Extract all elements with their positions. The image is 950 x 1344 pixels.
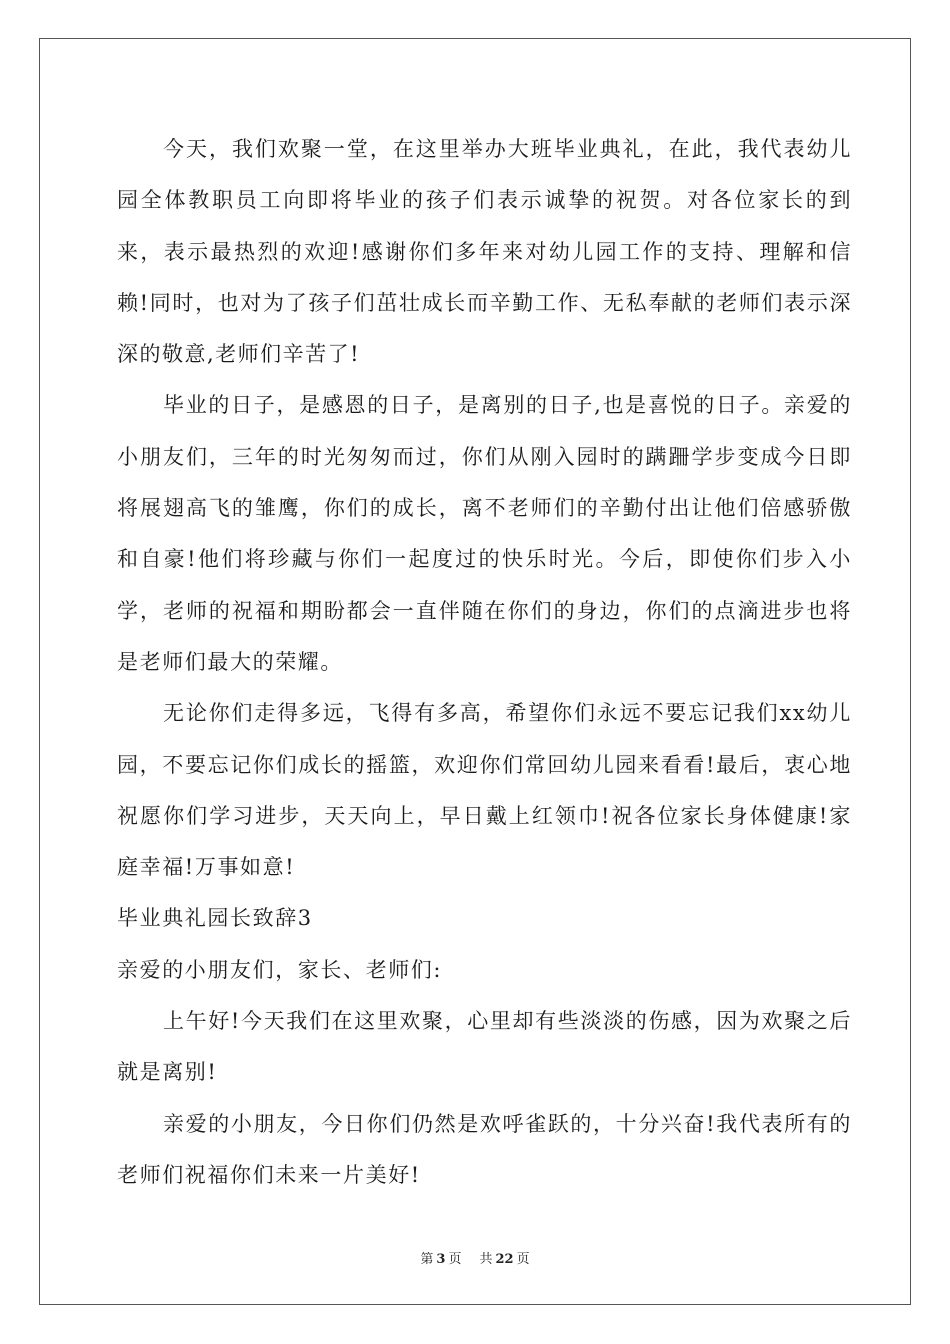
total-suffix: 页 — [516, 1252, 530, 1267]
paragraph-blessing: 亲爱的小朋友，今日你们仍然是欢呼雀跃的，十分兴奋!我代表所有的老师们祝福你们未来一片美好! — [117, 1111, 852, 1187]
paragraph-greeting: 上午好!今天我们在这里欢聚，心里却有些淡淡的伤感，因为欢聚之后就是离别! — [117, 1009, 852, 1085]
paragraph-farewell-wishes: 无论你们走得多远，飞得有多高，希望你们永远不要忘记我们xx幼儿园，不要忘记你们成长的摇篮，欢迎你们常回幼儿园来看看!最后，衷心地祝愿你们学习进步，天天向上，早日戴上红领巾!祝各位家长身体健康!家庭幸福!万事如意! — [117, 701, 852, 880]
page-suffix: 页 — [448, 1252, 462, 1267]
page-footer — [0, 1248, 950, 1267]
section-heading: 毕业典礼园长致辞3 — [117, 906, 313, 931]
page-number: 3 — [436, 1252, 446, 1267]
paragraph-graduation-day: 毕业的日子，是感恩的日子，是离别的日子,也是喜悦的日子。亲爱的小朋友们，三年的时光匆匆而过，你们从刚入园时的蹒跚学步变成今日即将展翅高飞的雏鹰，你们的成长，离不老师们的辛勤付出让他们倍感骄傲和自豪!他们将珍藏与你们一起度过的快乐时光。今后，即使你们步入小学，老师的祝福和期盼都会一直伴随在你们的身边，你们的点滴进步也将是老师们最大的荣耀。 — [117, 393, 852, 674]
salutation: 亲爱的小朋友们，家长、老师们: — [117, 957, 443, 982]
total-pages: 22 — [495, 1252, 514, 1267]
page-prefix: 第 — [420, 1252, 434, 1267]
paragraph-welcome: 今天，我们欢聚一堂，在这里举办大班毕业典礼，在此，我代表幼儿园全体教职员工向即将毕业的孩子们表示诚挚的祝贺。对各位家长的到来，表示最热烈的欢迎!感谢你们多年来对幼儿园工作的支持、理解和信赖!同时，也对为了孩子们茁壮成长而辛勤工作、无私奉献的老师们表示深深的敬意,老师们辛苦了! — [117, 137, 852, 367]
document-body — [117, 124, 852, 1201]
total-prefix: 共 — [479, 1252, 493, 1267]
